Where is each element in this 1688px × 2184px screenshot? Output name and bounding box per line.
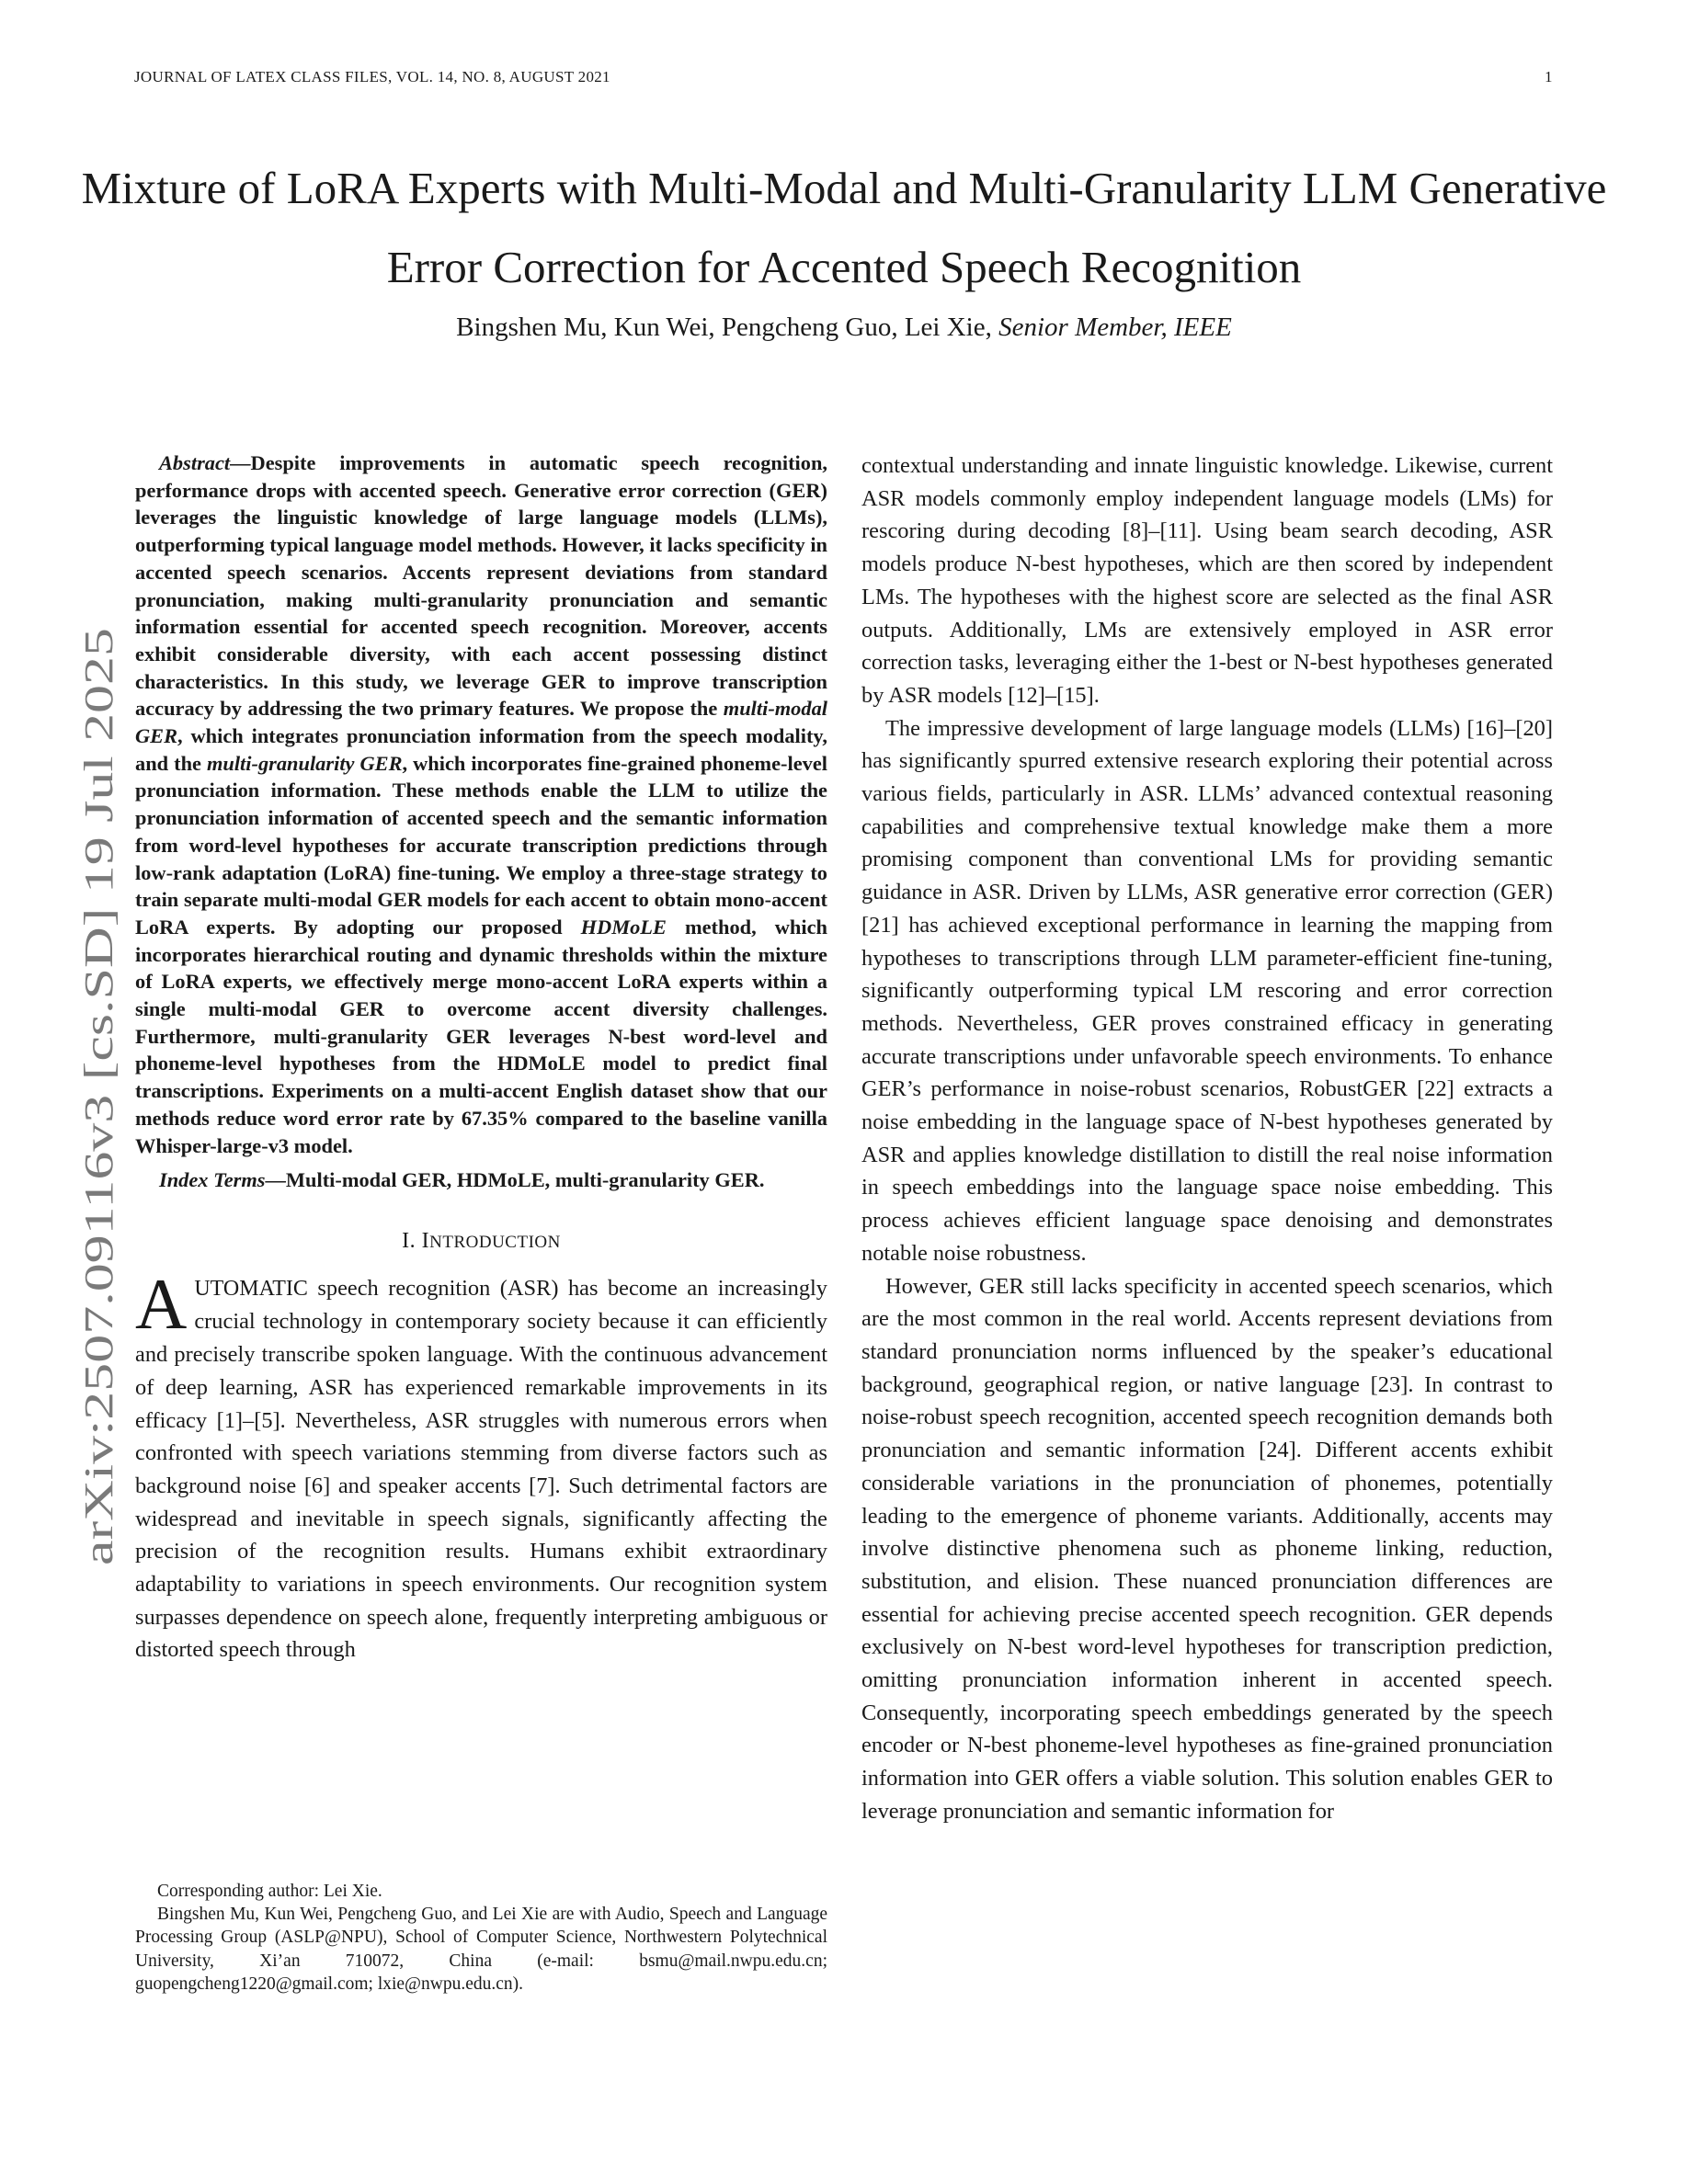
abstract-text-1: —Despite improvements in automatic speech recognition, performance drops with accented speech. Generative error correction (GER) leverages the linguistic knowledge of large language models (LLMs), outperforming typical language model methods. However, it lacks specificity in accented speech scenarios. Accents represent deviations from standard pronunciation, making multi-granularity pronunciation and semantic information essential for accented speech recognition. Moreover, accents exhibit considerable diversity, with each accent possessing distinct characteristics. In this study, we leverage GER to improve transcription accuracy by addressing the two primary features. We propose the	[135, 451, 827, 721]
intro-paragraph	[135, 1263, 827, 1666]
body-paragraph-1: contextual understanding and innate linguistic knowledge. Likewise, current ASR models commonly employ independent language models (LMs) for rescoring during decoding [8]–[11]. Using beam search decoding, ASR models produce N-best hypotheses, which are then scored by independent LMs. The hypotheses with the highest score are selected as the final ASR outputs. Additionally, LMs are extensively employed in ASR error correction tasks, leveraging either the 1-best or N-best hypotheses generated by ASR models [12]–[15].	[861, 453, 1553, 708]
abstract-label: Abstract	[159, 451, 231, 474]
abstract-text-2: , which integrates pronunciation information from the speech modality, and the	[135, 724, 827, 775]
right-column	[861, 449, 1553, 1828]
index-terms-label: Index Terms	[159, 1168, 266, 1192]
abstract-text-3: , which incorporates fine-grained phoneme-level pronunciation information. These methods enable the LLM to utilize the pronunciation information of accented speech and the semantic information from word-level hypotheses for accurate transcription predictions through low-rank adaptation (LoRA) fine-tuning. We employ a three-stage strategy to train separate multi-modal GER models for each accent to obtain mono-accent LoRA experts. By adopting our proposed	[135, 751, 827, 938]
author-names: Bingshen Mu, Kun Wei, Pengcheng Guo, Lei Xie,	[456, 313, 999, 342]
author-line	[55, 313, 1633, 343]
intro-text: speech recognition (ASR) has become an increasingly crucial technology in contemporary society because it can efficiently and precisely transcribe spoken language. With the continuous advancement of deep learning, ASR has experienced remarkable improvements in its efficacy [1]–[5]. Nevertheless, ASR struggles with numerous errors when confronted with speech variations stemming from diverse factors such as background noise [6] and speaker accents [7]. Such detrimental factors are widespread and inevitable in speech signals, significantly affecting the precision of the recognition results. Humans exhibit extraordinary adaptability to variations in speech environments. Our recognition system surpasses dependence on speech alone, frequently interpreting ambiguous or distorted speech through	[135, 1275, 827, 1663]
footnote	[135, 1880, 827, 1996]
abstract-text-4: method, which incorporates hierarchical routing and dynamic thresholds within the mixture of LoRA experts, we effectively merge mono-accent LoRA experts within a single multi-modal GER to overcome accent diversity challenges. Furthermore, multi-granularity GER leverages N-best word-level and phoneme-level hypotheses from the HDMoLE model to predict final transcriptions. Experiments on a multi-accent English dataset show that our methods reduce word error rate by 67.35% compared to the baseline vanilla Whisper-large-v3 model.	[135, 915, 827, 1157]
section-numeral: I.	[402, 1228, 422, 1253]
drop-cap: A	[135, 1263, 188, 1344]
arxiv-identifier: arXiv:2507.09116v3 [cs.SD] 19 Jul 2025	[76, 899, 121, 1565]
footnote-affiliation: Bingshen Mu, Kun Wei, Pengcheng Guo, and Lei Xie are with Audio, Speech and Language Processing Group (ASLP@NPU), School of Computer Science, Northwestern Polytechnical University, Xi’an 710072, China (e-mail: bsmu@mail.nwpu.edu.cn; guopengcheng1220@gmail.com; lxie@nwpu.edu.cn).	[135, 1905, 827, 1994]
author-role: Senior Member, IEEE	[998, 313, 1232, 342]
index-terms-text: —Multi-modal GER, HDMoLE, multi-granularity GER.	[265, 1168, 765, 1192]
index-terms	[135, 1166, 827, 1194]
body-paragraph-3: However, GER still lacks specificity in accented speech scenarios, which are the most common in the real world. Accents represent deviations from standard pronunciation norms influenced by the speaker’s educational background, geographical region, or native language [23]. In contrast to noise-robust speech recognition, accented speech recognition demands both pronunciation and semantic information [24]. Different accents exhibit considerable variations in the pronunciation of phonemes, potentially leading to the emergence of phoneme variants. Additionally, accents may involve distinctive phenomena such as phoneme linking, reduction, substitution, and elision. These nuanced pronunciation differences are essential for achieving precise accented speech recognition. GER depends exclusively on N-best word-level hypotheses for transcription prediction, omitting pronunciation information inherent in accented speech. Consequently, incorporating speech embeddings generated by the speech encoder or N-best phoneme-level hypotheses as fine-grained pronunciation information into GER offers a viable solution. This solution enables GER to leverage pronunciation and semantic information for	[861, 1273, 1553, 1824]
abstract-emphasis-1: multi-modal GER	[135, 697, 827, 748]
page-number: 1	[1545, 68, 1553, 85]
section-title-rest: NTRODUCTION	[429, 1232, 561, 1252]
abstract-emphasis-2: multi-granularity GER	[206, 751, 403, 775]
abstract-emphasis-3: HDMoLE	[580, 915, 667, 938]
footnote-corresponding: Corresponding author: Lei Xie.	[157, 1882, 382, 1901]
abstract	[135, 449, 827, 1159]
body-paragraph-2: The impressive development of large language models (LLMs) [16]–[20] has significantly spurred extensive research exploring their potential across various fields, particularly in ASR. LLMs’ advanced contextual reasoning capabilities and comprehensive textual knowledge make them a more promising component than conventional LMs for providing semantic guidance in ASR. Driven by LLMs, ASR generative error correction (GER) [21] has achieved exceptional performance in learning the mapping from hypotheses to transcriptions through LLM parameter-efficient fine-tuning, significantly outperforming typical LM rescoring and error correction methods. Nevertheless, GER proves constrained efficacy in generating accurate transcriptions under unfavorable speech environments. To enhance GER’s performance in noise-robust scenarios, RobustGER [22] extracts a noise embedding in the language space of N-best hypotheses generated by ASR and applies knowledge distillation to distill the real noise information in speech embeddings into the language space noise embedding. This process achieves efficient language space denoising and demonstrates notable noise robustness.	[861, 715, 1553, 1266]
section-heading-introduction	[135, 1225, 827, 1259]
running-head: JOURNAL OF LATEX CLASS FILES, VOL. 14, NO. 8, AUGUST 2021	[134, 68, 610, 85]
arxiv-side-stamp	[76, 628, 121, 1565]
intro-caps: UTOMATIC	[194, 1276, 308, 1301]
section-title-initial: I	[421, 1228, 430, 1253]
paper-title: Mixture of LoRA Experts with Multi-Modal and Multi-Granularity LLM Generative Error Correction for Accented Speech Recognition	[81, 163, 1607, 292]
left-column	[135, 449, 827, 1666]
